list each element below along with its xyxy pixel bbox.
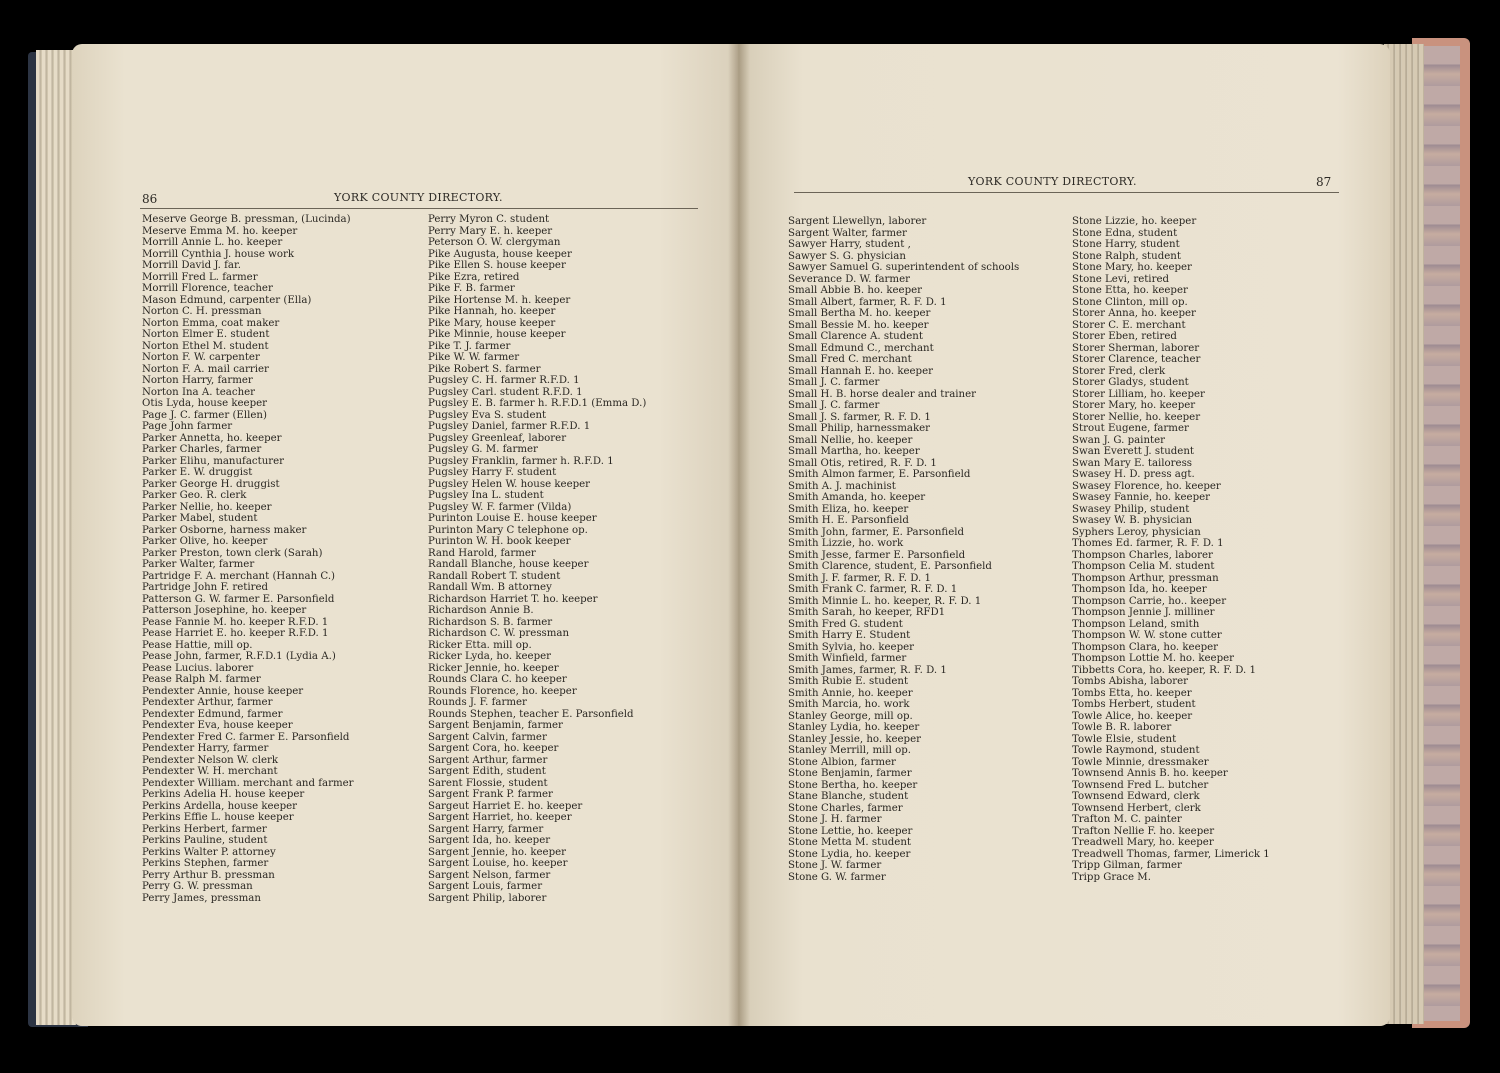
- directory-entry: Pendexter Arthur, farmer: [142, 697, 273, 708]
- directory-entry: Stanley Jessie, ho. keeper: [788, 733, 921, 745]
- directory-entry: Pike Augusta, house keeper: [428, 248, 572, 260]
- directory-entry: Storer Clarence, teacher: [1072, 354, 1201, 365]
- left-column-1: [142, 214, 354, 904]
- directory-entry: Sargent Louis, farmer: [428, 881, 543, 892]
- directory-entry: Norton F. W. carpenter: [142, 352, 260, 363]
- directory-entry: Sargent Cora, ho. keeper: [428, 743, 559, 754]
- directory-entry: Smith Almon farmer, E. Parsonfield: [788, 469, 971, 480]
- directory-entry: Smith Winfield, farmer: [788, 653, 907, 664]
- directory-entry: Stone Mary, ho. keeper: [1072, 262, 1192, 273]
- directory-entry: Perkins Stephen, farmer: [142, 858, 269, 869]
- directory-entry: Stanley Merrill, mill op.: [788, 745, 912, 756]
- left-page-number: 86: [142, 192, 158, 206]
- directory-entry: Smith Lizzie, ho. work: [788, 538, 904, 549]
- directory-entry: Pugsley C. H. farmer R.F.D. 1: [428, 375, 580, 386]
- directory-entry: Pike Ellen S. house keeper: [428, 260, 566, 271]
- directory-entry: Small Hannah E. ho. keeper: [788, 365, 933, 377]
- directory-entry: Pendexter Annie, house keeper: [142, 685, 304, 697]
- directory-entry: Pugsley W. F. farmer (Vilda): [428, 501, 572, 513]
- directory-entry: Pendexter Edmund, farmer: [142, 708, 283, 720]
- directory-entry: Smith Clarence, student, E. Parsonfield: [788, 561, 992, 572]
- directory-entry: Smith J. F. farmer, R. F. D. 1: [788, 572, 932, 584]
- directory-entry: Sargent Louise, ho. keeper: [428, 858, 568, 869]
- directory-entry: Severance D. W. farmer: [788, 273, 910, 285]
- directory-entry: Perry Arthur B. pressman: [142, 869, 275, 881]
- left-header-rule: [140, 208, 698, 209]
- directory-entry: Norton Elmer E. student: [142, 329, 270, 340]
- directory-entry: Syphers Leroy, physician: [1072, 526, 1201, 538]
- directory-entry: Tripp Gilman, farmer: [1072, 860, 1182, 871]
- directory-entry: Stone Albion, farmer: [788, 756, 896, 768]
- directory-entry: Stone J. W. farmer: [788, 860, 882, 871]
- directory-entry: Pendexter Nelson W. clerk: [142, 754, 279, 766]
- directory-entry: Townsend Edward, clerk: [1072, 791, 1200, 802]
- directory-entry: Small Otis, retired, R. F. D. 1: [788, 457, 937, 469]
- directory-entry: Rounds J. F. farmer: [428, 697, 527, 708]
- directory-entry: Stone Benjamin, farmer: [788, 768, 912, 779]
- directory-entry: Pease Fannie M. ho. keeper R.F.D. 1: [142, 616, 329, 628]
- directory-entry: Storer Eben, retired: [1072, 331, 1177, 342]
- directory-entry: Small Fred C. merchant: [788, 354, 912, 365]
- directory-entry: Small Edmund C., merchant: [788, 342, 934, 354]
- right-column-1: [788, 216, 1019, 883]
- directory-entry: Towle B. R. laborer: [1072, 722, 1172, 733]
- directory-entry: Small J. S. farmer, R. F. D. 1: [788, 411, 931, 423]
- directory-entry: Smith Sylvia, ho. keeper: [788, 641, 914, 653]
- directory-entry: Small Abbie B. ho. keeper: [788, 285, 922, 296]
- directory-entry: Sargent Harriet, ho. keeper: [428, 812, 572, 823]
- directory-entry: Parker Annetta, ho. keeper: [142, 432, 282, 444]
- directory-entry: Thompson Lottie M. ho. keeper: [1072, 653, 1234, 664]
- directory-entry: Perkins Pauline, student: [142, 835, 268, 846]
- right-page-number: 87: [1316, 175, 1332, 189]
- directory-entry: Swan Everett J. student: [1072, 446, 1194, 457]
- directory-entry: Storer C. E. merchant: [1072, 319, 1186, 331]
- directory-entry: Pugsley Greenleaf, laborer: [428, 432, 567, 444]
- directory-entry: Small Nellie, ho. keeper: [788, 434, 913, 446]
- directory-entry: Pugsley Eva S. student: [428, 409, 547, 421]
- right-header-rule: [794, 192, 1339, 193]
- directory-entry: Pike F. B. farmer: [428, 283, 515, 294]
- directory-entry: Thompson W. W. stone cutter: [1072, 630, 1222, 641]
- directory-entry: Sargent Edith, student: [428, 766, 546, 777]
- directory-entry: Sargent Nelson, farmer: [428, 869, 551, 881]
- directory-entry: Morrill Fred L. farmer: [142, 271, 258, 283]
- directory-entry: Richardson C. W. pressman: [428, 628, 570, 639]
- directory-entry: Ricker Etta. mill op.: [428, 639, 532, 651]
- directory-entry: Small H. B. horse dealer and trainer: [788, 388, 977, 400]
- right-spine-strip: [1418, 46, 1460, 1021]
- directory-entry: Pendexter Harry, farmer: [142, 743, 269, 754]
- directory-entry: Pike T. J. farmer: [428, 340, 511, 352]
- directory-entry: Stone Levi, retired: [1072, 273, 1169, 285]
- directory-entry: Trafton M. C. painter: [1072, 814, 1182, 825]
- directory-entry: Tombs Etta, ho. keeper: [1072, 687, 1192, 699]
- directory-entry: Storer Lilliam, ho. keeper: [1072, 388, 1205, 400]
- directory-entry: Sargent Frank P. farmer: [428, 789, 553, 800]
- directory-entry: Partridge F. A. merchant (Hannah C.): [142, 570, 336, 582]
- directory-entry: Small Albert, farmer, R. F. D. 1: [788, 296, 947, 308]
- directory-entry: Sawyer Harry, student ,: [788, 239, 911, 250]
- directory-entry: Meserve Emma M. ho. keeper: [142, 225, 298, 237]
- directory-entry: Smith Annie, ho. keeper: [788, 687, 913, 699]
- directory-entry: Tombs Herbert, student: [1072, 699, 1196, 710]
- directory-entry: Smith John, farmer, E. Parsonfield: [788, 526, 965, 538]
- directory-entry: Randall Wm. B attorney: [428, 582, 552, 593]
- directory-entry: Small Philip, harnessmaker: [788, 423, 931, 434]
- directory-entry: Storer Fred, clerk: [1072, 365, 1166, 377]
- directory-entry: Peterson O. W. clergyman: [428, 237, 561, 248]
- right-page-edges: [1384, 44, 1424, 1024]
- directory-entry: Towle Minnie, dressmaker: [1072, 756, 1209, 768]
- directory-entry: Sawyer Samuel G. superintendent of schools: [788, 262, 1020, 273]
- directory-entry: Stone Lydia, ho. keeper: [788, 848, 911, 860]
- directory-entry: Towle Elsie, student: [1072, 733, 1177, 745]
- directory-entry: Pike Mary, house keeper: [428, 317, 556, 329]
- directory-entry: Pugsley Daniel, farmer R.F.D. 1: [428, 421, 591, 432]
- directory-entry: Smith Marcia, ho. work: [788, 699, 910, 710]
- directory-entry: Norton Ethel M. student: [142, 340, 269, 352]
- directory-entry: Smith Eliza, ho. keeper: [788, 503, 909, 515]
- directory-entry: Perkins Ardella, house keeper: [142, 800, 298, 812]
- directory-entry: Pike Hortense M. h. keeper: [428, 294, 571, 306]
- directory-entry: Morrill Annie L. ho. keeper: [142, 237, 283, 248]
- directory-entry: Richardson Annie B.: [428, 605, 534, 616]
- directory-entry: Thompson Carrie, ho.. keeper: [1072, 595, 1227, 607]
- directory-entry: Stanley Lydia, ho. keeper: [788, 722, 920, 733]
- book-gutter: [728, 44, 750, 1026]
- directory-entry: Pugsley Harry F. student: [428, 467, 557, 478]
- directory-entry: Parker Osborne, harness maker: [142, 524, 307, 536]
- directory-entry: Pugsley E. B. farmer h. R.F.D.1 (Emma D.): [428, 398, 647, 409]
- directory-entry: Swasey Fannie, ho. keeper: [1072, 492, 1211, 503]
- left-column-2: [428, 214, 646, 904]
- directory-entry: Pike Robert S. farmer: [428, 363, 541, 375]
- directory-entry: Ricker Jennie, ho. keeper: [428, 662, 559, 674]
- directory-entry: Swan J. G. painter: [1072, 434, 1165, 446]
- directory-entry: Smith Frank C. farmer, R. F. D. 1: [788, 584, 958, 595]
- directory-entry: Page J. C. farmer (Ellen): [142, 409, 267, 421]
- directory-entry: Pendexter William. merchant and farmer: [142, 777, 354, 789]
- directory-entry: Storer Sherman, laborer: [1072, 342, 1200, 354]
- directory-entry: Norton Emma, coat maker: [142, 317, 280, 329]
- directory-entry: Thompson Clara, ho. keeper: [1072, 641, 1219, 653]
- directory-entry: Parker Geo. R. clerk: [142, 490, 247, 501]
- directory-entry: Patterson Josephine, ho. keeper: [142, 605, 307, 616]
- directory-entry: Thomes Ed. farmer, R. F. D. 1: [1072, 538, 1224, 549]
- directory-entry: Swasey Philip, student: [1072, 503, 1190, 515]
- directory-entry: Perkins Effie L. house keeper: [142, 812, 294, 823]
- directory-entry: Sargeut Harriet E. ho. keeper: [428, 800, 583, 812]
- directory-entry: Parker Charles, farmer: [142, 444, 262, 455]
- directory-entry: Parker Nellie, ho. keeper: [142, 501, 272, 513]
- directory-entry: Towle Raymond, student: [1072, 745, 1200, 756]
- left-running-head: YORK COUNTY DIRECTORY.: [334, 191, 503, 204]
- directory-entry: Stone Metta M. student: [788, 837, 911, 848]
- directory-entry: Sargent Llewellyn, laborer: [788, 216, 927, 227]
- directory-entry: Pendexter Eva, house keeper: [142, 720, 293, 731]
- directory-entry: Pugsley Franklin, farmer h. R.F.D. 1: [428, 455, 614, 467]
- directory-entry: Thompson Celia M. student: [1072, 561, 1215, 572]
- directory-entry: Patterson G. W. farmer E. Parsonfield: [142, 593, 335, 605]
- directory-entry: Pugsley Ina L. student: [428, 490, 544, 501]
- directory-entry: Sargent Ida, ho. keeper: [428, 835, 551, 846]
- directory-entry: Stone J. H. farmer: [788, 814, 882, 825]
- directory-entry: Smith Rubie E. student: [788, 676, 909, 687]
- directory-entry: Stane Blanche, student: [788, 791, 909, 802]
- directory-entry: Treadwell Thomas, farmer, Limerick 1: [1072, 848, 1270, 860]
- directory-entry: Stone Charles, farmer: [788, 802, 903, 814]
- directory-entry: Parker George H. druggist: [142, 478, 280, 490]
- directory-entry: Swasey H. D. press agt.: [1072, 469, 1195, 480]
- directory-entry: Sarent Flossie, student: [428, 777, 548, 789]
- directory-entry: Pease John, farmer, R.F.D.1 (Lydia A.): [142, 651, 336, 662]
- directory-entry: Storer Anna, ho. keeper: [1072, 308, 1196, 319]
- directory-entry: Smith Fred G. student: [788, 618, 903, 630]
- directory-entry: Stone Bertha, ho. keeper: [788, 779, 918, 791]
- directory-entry: Norton F. A. mail carrier: [142, 363, 269, 375]
- directory-entry: Towle Alice, ho. keeper: [1072, 710, 1193, 722]
- directory-entry: Sargent Benjamin, farmer: [428, 720, 563, 731]
- left-page-edges: [36, 50, 76, 1025]
- directory-entry: Mason Edmund, carpenter (Ella): [142, 294, 312, 306]
- directory-entry: Perry G. W. pressman: [142, 881, 253, 892]
- directory-entry: Smith Minnie L. ho. keeper, R. F. D. 1: [788, 595, 982, 607]
- directory-entry: Sargent Walter, farmer: [788, 227, 907, 239]
- right-column-2: [1072, 216, 1270, 883]
- directory-entry: Randall Robert T. student: [428, 570, 561, 582]
- directory-entry: Purinton W. H. book keeper: [428, 536, 571, 547]
- directory-entry: Stone Clinton, mill op.: [1072, 296, 1188, 308]
- directory-entry: Parker Olive, ho. keeper: [142, 536, 268, 547]
- directory-entry: Stone G. W. farmer: [788, 871, 886, 883]
- directory-entry: Purinton Mary C telephone op.: [428, 524, 588, 536]
- directory-entry: Swasey W. B. physician: [1072, 515, 1193, 526]
- directory-entry: Parker Walter, farmer: [142, 559, 255, 570]
- directory-entry: Sawyer S. G. physician: [788, 250, 906, 262]
- directory-entry: Richardson Harriet T. ho. keeper: [428, 593, 598, 605]
- directory-entry: Townsend Fred L. butcher: [1072, 779, 1209, 791]
- directory-entry: Stone Harry, student: [1072, 239, 1180, 250]
- directory-entry: Thompson Charles, laborer: [1072, 549, 1213, 561]
- directory-entry: Morrill Cynthia J. house work: [142, 248, 295, 260]
- directory-entry: Small J. C. farmer: [788, 377, 880, 388]
- directory-entry: Thompson Jennie J. milliner: [1072, 607, 1215, 618]
- open-book: [28, 38, 1468, 1033]
- directory-entry: Smith Sarah, ho keeper, RFD1: [788, 607, 946, 618]
- directory-entry: Pike Minnie, house keeper: [428, 329, 566, 340]
- directory-entry: Parker Mabel, student: [142, 513, 258, 524]
- directory-entry: Parker E. W. druggist: [142, 467, 253, 478]
- directory-entry: Perkins Adelia H. house keeper: [142, 789, 305, 800]
- directory-entry: Perry Myron C. student: [428, 214, 550, 225]
- directory-entry: Sargent Jennie, ho. keeper: [428, 846, 567, 858]
- directory-entry: Sargent Philip, laborer: [428, 892, 547, 904]
- directory-entry: Morrill David J. far.: [142, 260, 241, 271]
- directory-entry: Smith Amanda, ho. keeper: [788, 492, 926, 503]
- right-running-head: YORK COUNTY DIRECTORY.: [968, 175, 1137, 188]
- directory-entry: Pugsley Helen W. house keeper: [428, 478, 591, 490]
- directory-entry: Sargent Calvin, farmer: [428, 731, 547, 743]
- directory-entry: Pendexter W. H. merchant: [142, 766, 278, 777]
- directory-entry: Small Martha, ho. keeper: [788, 446, 920, 457]
- directory-entry: Norton C. H. pressman: [142, 306, 262, 317]
- directory-entry: Otis Lyda, house keeper: [142, 398, 267, 409]
- directory-entry: Thompson Arthur, pressman: [1072, 572, 1219, 584]
- directory-entry: Townsend Annis B. ho. keeper: [1072, 768, 1228, 779]
- directory-entry: Trafton Nellie F. ho. keeper: [1072, 825, 1215, 837]
- directory-entry: Pike W. W. farmer: [428, 352, 520, 363]
- directory-entry: Pugsley G. M. farmer: [428, 444, 538, 455]
- directory-entry: Meserve George B. pressman, (Lucinda): [142, 214, 351, 225]
- directory-entry: Morrill Florence, teacher: [142, 283, 273, 294]
- directory-entry: Storer Gladys, student: [1072, 377, 1189, 388]
- directory-entry: Smith James, farmer, R. F. D. 1: [788, 664, 947, 676]
- left-page: [72, 44, 738, 1026]
- directory-entry: Pendexter Fred C. farmer E. Parsonfield: [142, 731, 350, 743]
- directory-entry: Storer Nellie, ho. keeper: [1072, 411, 1201, 423]
- directory-entry: Perkins Herbert, farmer: [142, 823, 267, 835]
- directory-entry: Parker Elihu, manufacturer: [142, 455, 285, 467]
- directory-entry: Rounds Florence, ho. keeper: [428, 685, 577, 697]
- directory-entry: Townsend Herbert, clerk: [1072, 802, 1201, 814]
- directory-entry: Swan Mary E. tailoress: [1072, 457, 1193, 469]
- directory-entry: Smith H. E. Parsonfield: [788, 515, 909, 526]
- directory-entry: Norton Ina A. teacher: [142, 386, 256, 398]
- directory-entry: Parker Preston, town clerk (Sarah): [142, 547, 323, 559]
- directory-entry: Stone Edna, student: [1072, 227, 1178, 239]
- directory-entry: Perry Mary E. h. keeper: [428, 225, 553, 237]
- directory-entry: Sargent Harry, farmer: [428, 823, 544, 835]
- directory-entry: Stone Etta, ho. keeper: [1072, 285, 1188, 296]
- directory-entry: Sargent Arthur, farmer: [428, 754, 548, 766]
- directory-entry: Rand Harold, farmer: [428, 547, 536, 559]
- directory-entry: Smith A. J. machinist: [788, 480, 896, 492]
- directory-entry: Swasey Florence, ho. keeper: [1072, 480, 1221, 492]
- directory-entry: Small Bertha M. ho. keeper: [788, 308, 931, 319]
- directory-entry: Stone Lizzie, ho. keeper: [1072, 216, 1197, 227]
- directory-entry: Stone Lettie, ho. keeper: [788, 825, 913, 837]
- directory-entry: Purinton Louise E. house keeper: [428, 513, 597, 524]
- directory-entry: Tripp Grace M.: [1072, 871, 1151, 883]
- directory-entry: Small J. C. farmer: [788, 400, 880, 411]
- directory-entry: Treadwell Mary, ho. keeper: [1072, 837, 1214, 848]
- directory-entry: Small Bessie M. ho. keeper: [788, 319, 929, 331]
- directory-entry: Tombs Abisha, laborer: [1072, 676, 1189, 687]
- directory-entry: Perkins Walter P. attorney: [142, 846, 276, 858]
- directory-entry: Perry James, pressman: [142, 892, 261, 904]
- directory-entry: Rounds Stephen, teacher E. Parsonfield: [428, 708, 634, 720]
- directory-entry: Randall Blanche, house keeper: [428, 559, 589, 570]
- directory-entry: Strout Eugene, farmer: [1072, 423, 1189, 434]
- directory-entry: Pease Ralph M. farmer: [142, 674, 261, 685]
- directory-entry: Partridge John F. retired: [142, 582, 269, 593]
- directory-entry: Pike Hannah, ho. keeper: [428, 306, 556, 317]
- right-page: [738, 44, 1390, 1026]
- directory-entry: Pease Harriet E. ho. keeper R.F.D. 1: [142, 628, 329, 639]
- directory-entry: Smith Jesse, farmer E. Parsonfield: [788, 549, 966, 561]
- directory-entry: Norton Harry, farmer: [142, 375, 253, 386]
- directory-entry: Pike Ezra, retired: [428, 271, 520, 283]
- directory-entry: Tibbetts Cora, ho. keeper, R. F. D. 1: [1072, 664, 1256, 676]
- directory-entry: Pease Hattie, mill op.: [142, 639, 253, 651]
- directory-entry: Small Clarence A. student: [788, 331, 923, 342]
- directory-entry: Rounds Clara C. ho keeper: [428, 674, 567, 685]
- directory-entry: Smith Harry E. Student: [788, 630, 911, 641]
- directory-entry: Richardson S. B. farmer: [428, 616, 553, 628]
- directory-entry: Pugsley Carl. student R.F.D. 1: [428, 386, 583, 398]
- directory-entry: Stanley George, mill op.: [788, 710, 913, 722]
- directory-entry: Pease Lucius. laborer: [142, 662, 254, 674]
- directory-entry: Thompson Leland, smith: [1072, 618, 1200, 630]
- directory-entry: Storer Mary, ho. keeper: [1072, 400, 1196, 411]
- directory-entry: Ricker Lyda, ho. keeper: [428, 651, 552, 662]
- directory-entry: Thompson Ida, ho. keeper: [1072, 584, 1207, 595]
- directory-entry: Stone Ralph, student: [1072, 250, 1181, 262]
- directory-entry: Page John farmer: [142, 421, 233, 432]
